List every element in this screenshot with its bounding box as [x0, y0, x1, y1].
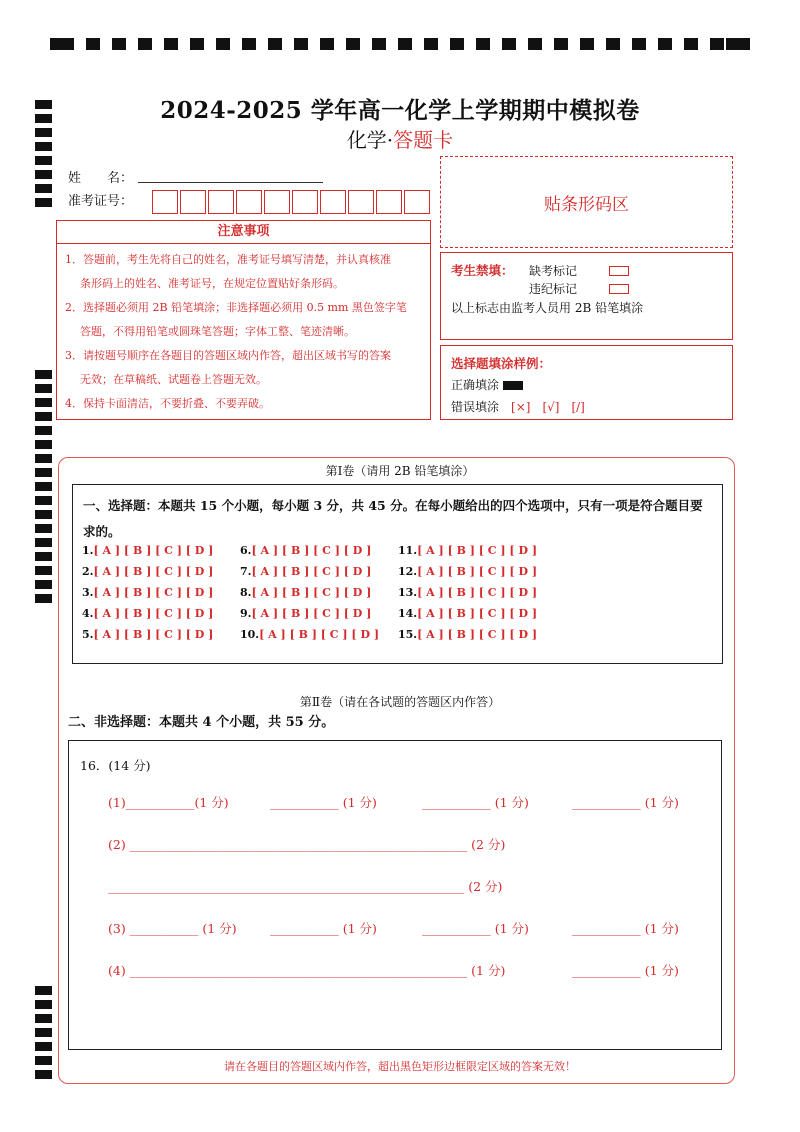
- examiner-only-box: [440, 252, 733, 340]
- mcq-instructions: 一、选择题：本题共 15 个小题，每小题 3 分，共 45 分。在每小题给出的四个选项中，只有一项是符合题目要求的。: [83, 498, 703, 539]
- wrong-fill-marks: [×] [√] [/]: [511, 400, 585, 414]
- id-label: 准考证号：: [68, 194, 134, 209]
- notice-heading: 注意事项: [57, 221, 430, 244]
- mcq-row[interactable]: 2.[ A ] [ B ] [ C ] [ D ]: [82, 565, 214, 578]
- mcq-row[interactable]: 10.[ A ] [ B ] [ C ] [ D ]: [240, 628, 380, 641]
- name-field[interactable]: [138, 182, 323, 183]
- q16-1-blank[interactable]: (1)___________(1 分): [108, 795, 229, 810]
- q16-3-blank[interactable]: ___________ (1 分): [270, 921, 377, 936]
- fill-sample-box: [440, 345, 733, 420]
- notice-item: 4．保持卡面清洁，不要折叠、不要弄破。: [65, 397, 270, 410]
- correct-fill-mark: [503, 381, 523, 390]
- q16-label: 16．(14 分): [80, 758, 151, 773]
- notice-item: 条形码上的姓名、准考证号，在规定位置贴好条形码。: [80, 277, 344, 290]
- section2-instructions: 二、非选择题：本题共 4 个小题，共 55 分。: [68, 715, 335, 730]
- mcq-row[interactable]: 1.[ A ] [ B ] [ C ] [ D ]: [82, 544, 214, 557]
- notice-item: 3．请按题号顺序在各题目的答题区域内作答，超出区域书写的答案: [65, 349, 391, 362]
- section2-title: 第Ⅱ卷（请在各试题的答题区内作答）: [299, 695, 501, 709]
- correct-fill-label: 正确填涂: [451, 378, 500, 392]
- q16-1-blank[interactable]: ___________ (1 分): [572, 795, 679, 810]
- page-title: 2024-2025 学年高一化学上学期期中模拟卷: [160, 97, 640, 124]
- mcq-row[interactable]: 7.[ A ] [ B ] [ C ] [ D ]: [240, 565, 372, 578]
- page-subtitle: [0, 124, 800, 153]
- section1-title: 第Ⅰ卷（请用 2B 铅笔填涂）: [325, 464, 475, 478]
- notice-item: 2．选择题必须用 2B 铅笔填涂；非选择题必须用 0.5 mm 黑色签字笔: [65, 301, 407, 314]
- id-number-boxes[interactable]: [152, 190, 432, 214]
- q16-1-blank[interactable]: ___________ (1 分): [270, 795, 377, 810]
- name-label: 姓 名：: [68, 171, 134, 186]
- forbid-heading: 考生禁填：: [451, 263, 514, 278]
- mcq-row[interactable]: 8.[ A ] [ B ] [ C ] [ D ]: [240, 586, 372, 599]
- q16-3-blank[interactable]: (3) ___________ (1 分): [108, 921, 237, 936]
- mcq-row[interactable]: 9.[ A ] [ B ] [ C ] [ D ]: [240, 607, 372, 620]
- q16-2-blank[interactable]: _________________________________________________________ (2 分): [108, 879, 503, 894]
- mcq-row[interactable]: 15.[ A ] [ B ] [ C ] [ D ]: [398, 628, 538, 641]
- q16-3-blank[interactable]: ___________ (1 分): [572, 921, 679, 936]
- q16-4-blank[interactable]: ___________ (1 分): [572, 963, 679, 978]
- q16-3-blank[interactable]: ___________ (1 分): [422, 921, 529, 936]
- subtitle-subject: 化学·: [346, 128, 394, 152]
- violation-mark-box[interactable]: [609, 281, 629, 295]
- mcq-row[interactable]: 12.[ A ] [ B ] [ C ] [ D ]: [398, 565, 538, 578]
- absent-mark-label: 缺考标记: [529, 264, 578, 278]
- forbid-note: 以上标志由监考人员用 2B 铅笔填涂: [451, 301, 644, 315]
- notice-item: 1．答题前，考生先将自己的姓名，准考证号填写清楚，并认真核准: [65, 253, 391, 266]
- q16-answer-box[interactable]: [68, 740, 722, 1050]
- sample-heading: 选择题填涂样例：: [451, 356, 552, 371]
- footer-warning: 请在各题目的答题区域内作答，超出黑色矩形边框限定区域的答案无效！: [224, 1060, 576, 1073]
- notice-box: [56, 220, 431, 420]
- mcq-row[interactable]: 5.[ A ] [ B ] [ C ] [ D ]: [82, 628, 214, 641]
- mcq-row[interactable]: 13.[ A ] [ B ] [ C ] [ D ]: [398, 586, 538, 599]
- violation-mark-label: 违纪标记: [529, 282, 578, 296]
- barcode-area: 贴条形码区: [440, 156, 733, 248]
- mcq-row[interactable]: 11.[ A ] [ B ] [ C ] [ D ]: [398, 544, 538, 557]
- q16-1-blank[interactable]: ___________ (1 分): [422, 795, 529, 810]
- notice-item: 答题，不得用铅笔或圆珠笔答题；字体工整、笔迹清晰。: [80, 325, 355, 338]
- subtitle-card: 答题卡: [393, 128, 454, 152]
- mcq-row[interactable]: 14.[ A ] [ B ] [ C ] [ D ]: [398, 607, 538, 620]
- absent-mark-box[interactable]: [609, 263, 629, 277]
- q16-2-blank[interactable]: (2) ______________________________________________________ (2 分): [108, 837, 506, 852]
- top-timing-marks: [50, 38, 750, 52]
- q16-4-blank[interactable]: (4) ______________________________________________________ (1 分): [108, 963, 506, 978]
- notice-item: 无效；在草稿纸、试题卷上答题无效。: [80, 373, 267, 386]
- mcq-row[interactable]: 4.[ A ] [ B ] [ C ] [ D ]: [82, 607, 214, 620]
- wrong-fill-label: 错误填涂: [451, 400, 500, 414]
- mcq-row[interactable]: 6.[ A ] [ B ] [ C ] [ D ]: [240, 544, 372, 557]
- mcq-row[interactable]: 3.[ A ] [ B ] [ C ] [ D ]: [82, 586, 214, 599]
